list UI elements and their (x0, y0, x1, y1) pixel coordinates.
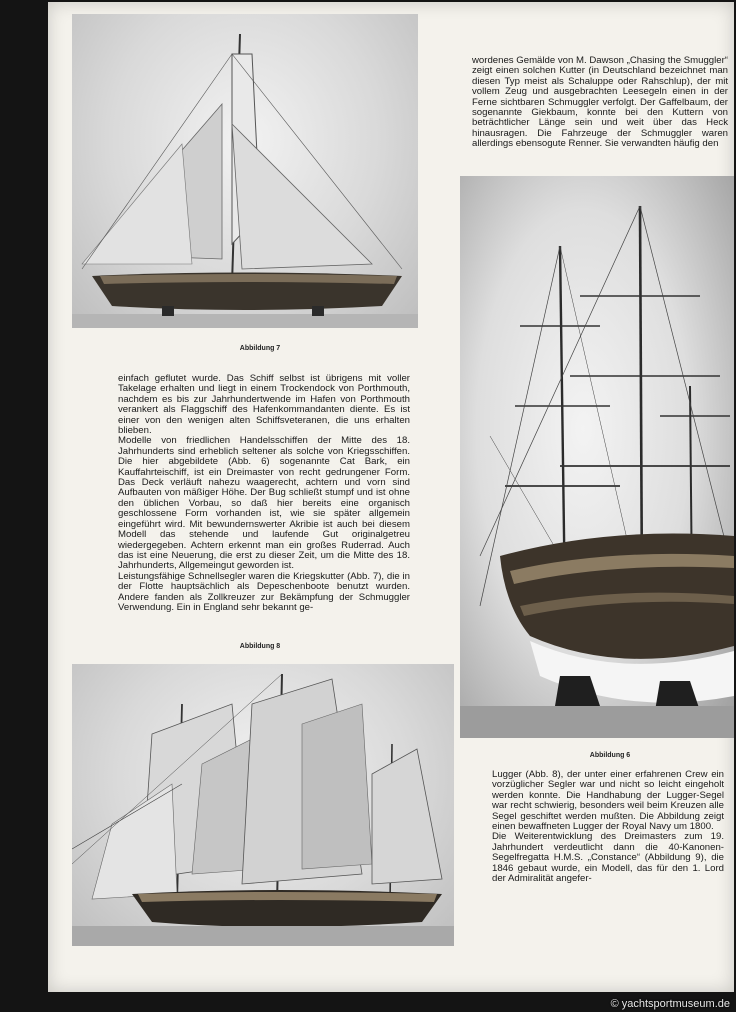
paragraph: wordenes Gemälde von M. Dawson „Chasing the Smuggler“ zeigt einen solchen Kutter (in Deutschland bezeichnet man diesen Typ meist als Schaluppe oder Rahschlup), der mit vollem Zeug und ausgebrachten Leesegeln einen in der Ferne sichtbaren Schmuggler verfolgt. Der Gaffelbaum, der sogenannte Giekbaum, konnte bei den Kuttern von beträchtlicher Länge sein und weit über das Heck hinausragen. Die Fahrzeuge der Schmuggler waren allerdings ebensogute Renner. Sie verwandten häufig den (472, 55, 728, 150)
cutter-illustration (72, 14, 418, 328)
watermark: © yachtsportmuseum.de (610, 998, 730, 1010)
paragraph: Die Weiterentwicklung des Dreimasters zum 19. Jahrhundert verdeutlicht dann die 40-Kanonen-Segelfregatta H.M.S. „Constance“ (Abbildung 9), die 1846 gebaut wurde, ein Modell, das für den 1. Lord der Admiralität angefer- (492, 831, 724, 885)
photo-cutter-model (72, 14, 418, 328)
photo-lugger-model (72, 664, 454, 946)
paragraph: Modelle von friedlichen Handelsschiffen der Mitte des 18. Jahrhunderts sind erheblich seltener als solche von Kriegsschiffen. Die hier abgebildete (Abb. 6) sogenannte Cat Bark, ein Kauffahrteischiff, ist ein Dreimaster von recht gedrungener Form. Das Deck verläuft nahezu waagerecht, achtern und vorn sind Aufbauten von mäßiger Höhe. Der Bug schließt stumpf und ist ohne den üblichen Vorbau, so daß hier bereits eine organisch geschlossene Form vorhanden ist, wie sie später allgemein eingeführt wird. Mit bewundernswerter Akribie ist auch bei diesem Modell das stehende und laufende Gut originalgetreu wiedergegeben. Achtern erkennt man ein großes Ruderrad. Auch das ist eine Neuerung, die erst zu dieser Zeit, um die Mitte des 18. Jahrhunderts, Allgemeingut geworden ist. (118, 435, 410, 572)
paragraph: einfach geflutet wurde. Das Schiff selbst ist übrigens mit voller Takelage erhalten und liegt in einem Trockendock von Porthmouth, nachdem es bis zur Jahrhundertwende im Hafen von Porthmouth verankert als Flaggschiff des Hafenkommandanten diente. Es ist einer von den wenigen alten Schiffsveteranen, die uns erhalten blieben. (118, 373, 410, 437)
caption-fig7: Abbildung 7 (239, 345, 281, 352)
text-block-bottom-right (492, 770, 724, 884)
paragraph: Lugger (Abb. 8), der unter einer erfahrenen Crew ein vorzüglicher Segler war und nicht so leicht eingeholt werden konnte. Die Handhabung der Lugger-Segel war recht schwierig, besonders weil beim Kreuzen alle Segel geschiftet werden mußten. Die Abbildung zeigt einen bewaffneten Lugger der Royal Navy um 1800. (492, 769, 724, 833)
paragraph: Leistungsfähige Schnellsegler waren die Kriegskutter (Abb. 7), die in der Flotte hauptsächlich als Depeschenboote benutzt wurden. Andere fanden als Zollkreuzer zur Bekämpfung der Schmuggler Verwendung. Ein in England sehr bekannt ge- (118, 570, 410, 613)
cat-bark-illustration (460, 176, 734, 738)
text-block-middle-left (118, 374, 410, 613)
caption-fig6: Abbildung 6 (589, 752, 631, 759)
caption-fig8: Abbildung 8 (239, 643, 281, 650)
lugger-illustration (72, 664, 454, 946)
text-block-top-right (472, 56, 728, 150)
photo-cat-bark-model (460, 176, 734, 738)
